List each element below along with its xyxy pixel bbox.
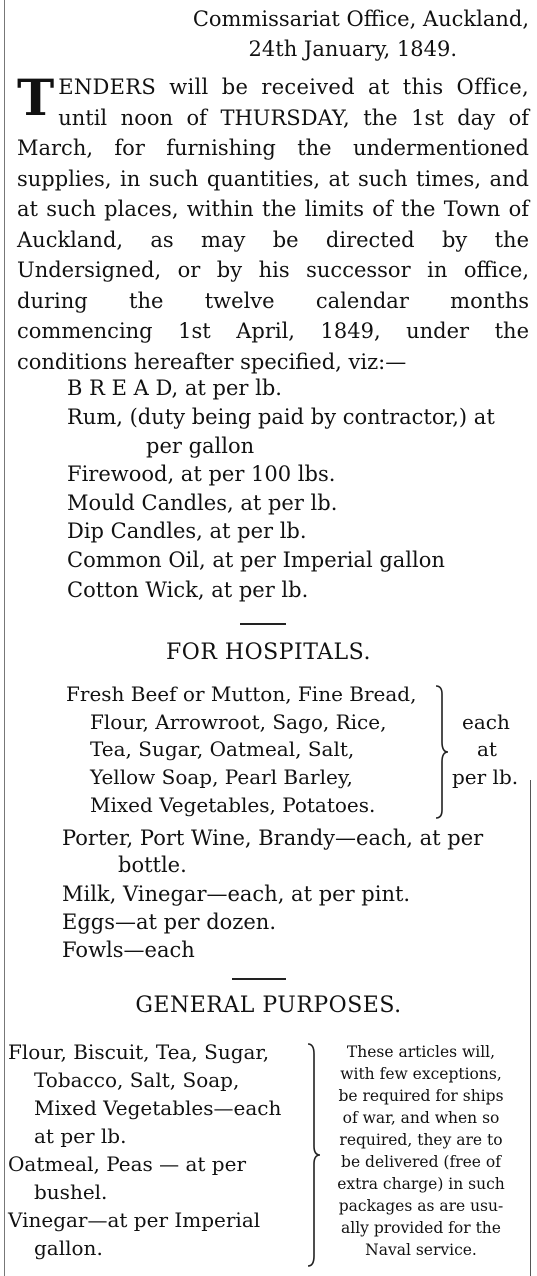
- brace-label: per lb.: [452, 765, 519, 789]
- general-line: Vinegar—at per Imperial: [8, 1208, 261, 1232]
- list-item: Firewood, at per 100 lbs.: [67, 462, 336, 486]
- general-line: gallon.: [34, 1236, 103, 1260]
- list-item: bottle.: [118, 853, 187, 877]
- general-line: Flour, Biscuit, Tea, Sugar,: [8, 1040, 270, 1064]
- note-line: packages as are usu-: [338, 1197, 504, 1215]
- general-line: Mixed Vegetables—each: [34, 1096, 282, 1120]
- list-item: Porter, Port Wine, Brandy—each, at per: [62, 826, 484, 850]
- place-line: Commissariat Office, Auckland,: [192, 7, 529, 31]
- brace-icon: [304, 1042, 324, 1268]
- list-item: Eggs—at per dozen.: [62, 910, 276, 934]
- list-item: B R E A D, at per lb.: [67, 376, 282, 400]
- list-item: per gallon: [146, 434, 255, 458]
- note-line: of war, and when so: [342, 1109, 500, 1127]
- brace-line: Mixed Vegetables, Potatoes.: [90, 793, 376, 817]
- brace-line: Yellow Soap, Pearl Barley,: [90, 765, 353, 789]
- note-line: required, they are to: [339, 1131, 503, 1149]
- section-heading-hospitals: FOR HOSPITALS.: [166, 640, 371, 665]
- list-item: Milk, Vinegar—each, at per pint.: [62, 882, 411, 906]
- note-line: ally provided for the: [341, 1219, 501, 1237]
- list-item: Common Oil, at per Imperial gallon: [67, 548, 445, 572]
- brace-label: at: [477, 737, 497, 761]
- list-item: Cotton Wick, at per lb.: [67, 578, 309, 602]
- column-rule-left: [4, 0, 5, 1276]
- note-line: be required for ships: [338, 1087, 504, 1105]
- note-line: extra charge) in such: [337, 1175, 505, 1193]
- general-line: Tobacco, Salt, Soap,: [34, 1068, 240, 1092]
- intro-first-line: ENDERS will be received at this Office,: [58, 75, 529, 99]
- note-line: Naval service.: [365, 1241, 477, 1259]
- note-line: be delivered (free of: [341, 1153, 501, 1171]
- brace-line: Tea, Sugar, Oatmeal, Salt,: [90, 737, 355, 761]
- general-line: Oatmeal, Peas — at per: [8, 1152, 247, 1176]
- section-heading-general: GENERAL PURPOSES.: [135, 993, 402, 1018]
- divider: [240, 623, 286, 625]
- list-item: Mould Candles, at per lb.: [67, 491, 338, 515]
- date-line: 24th January, 1849.: [248, 37, 457, 61]
- list-item: Dip Candles, at per lb.: [67, 519, 307, 543]
- brace-label: each: [462, 710, 510, 734]
- general-line: at per lb.: [34, 1124, 127, 1148]
- note-line: with few exceptions,: [340, 1065, 502, 1083]
- list-item: Fowls—each: [62, 938, 195, 962]
- drop-cap: T: [17, 68, 55, 127]
- note-line: These articles will,: [346, 1043, 496, 1061]
- general-line: bushel.: [34, 1180, 108, 1204]
- naval-note: [325, 1041, 517, 1261]
- brace-line: Fresh Beef or Mutton, Fine Bread,: [66, 682, 417, 706]
- brace-icon: [432, 684, 452, 820]
- intro-body: until noon of THURSDAY, the 1st day of March, for furnishing the undermentioned supplies, in such quantities, at such times, and at such places, within the limits of the Town of Auckland, as may be directed by the Undersigned, or by his successor in office, during the twelve calendar months commencing 1st April, 1849, under the conditions hereafter specified, viz:—: [17, 105, 529, 374]
- column-rule-right: [530, 780, 531, 1276]
- intro-paragraph: [17, 68, 529, 377]
- list-item: Rum, (duty being paid by contractor,) at: [67, 405, 495, 429]
- brace-line: Flour, Arrowroot, Sago, Rice,: [90, 710, 387, 734]
- divider: [232, 978, 286, 980]
